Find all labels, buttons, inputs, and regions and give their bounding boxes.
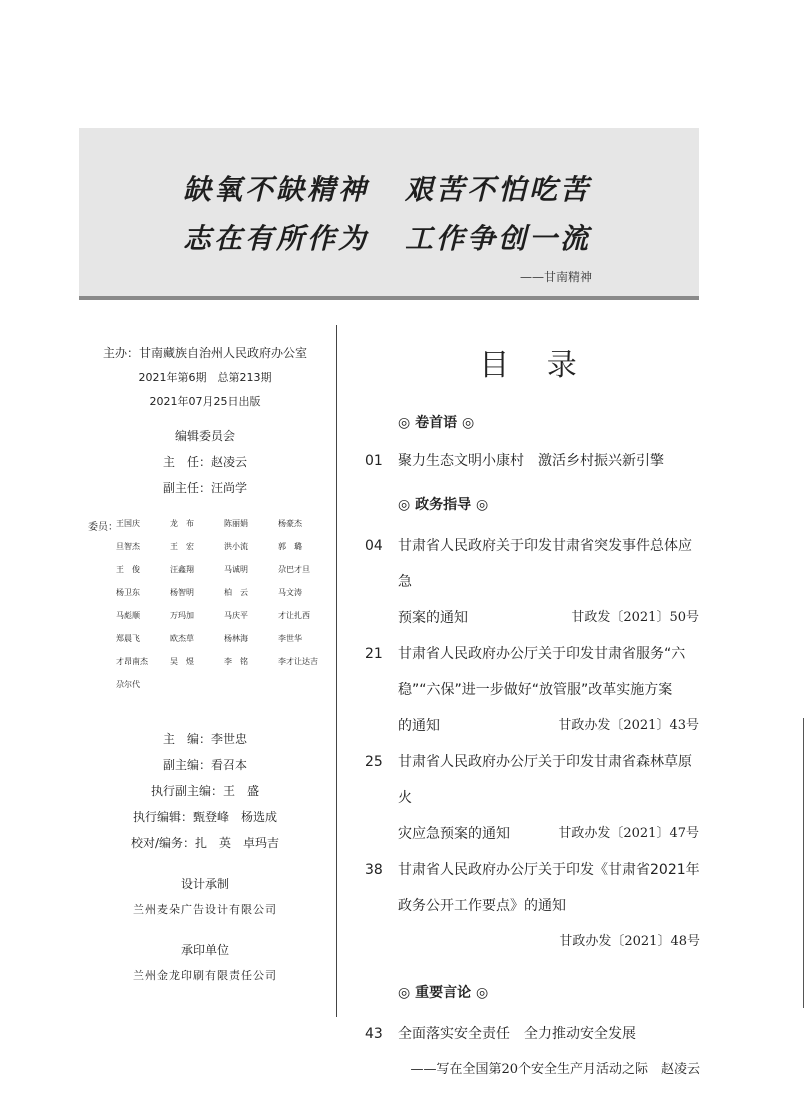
chief-name: 李世忠	[211, 732, 248, 746]
slogan-signature: ——甘南精神	[519, 270, 592, 284]
design-company: 兰州麦朵广告设计有限公司	[133, 903, 277, 916]
committee-member: 李 铭	[224, 657, 248, 666]
committee-member: 王国庆	[116, 519, 140, 528]
doc-number: 甘政办发〔2021〕48号	[559, 934, 700, 949]
exec-vice-label: 执行副主编：	[150, 784, 223, 798]
entry-page: 04	[365, 538, 383, 554]
committee-member: 欧杰草	[170, 634, 194, 643]
entry-title-line: 稳”“六保”进一步做好“放管服”改革实施方案	[398, 682, 673, 698]
committee-member: 杨智明	[170, 588, 194, 597]
toc-entry[interactable]	[360, 528, 700, 636]
entry-title: 聚力生态文明小康村 激活乡村振兴新引擎	[398, 453, 664, 469]
committee-member: 才昂南杰	[116, 657, 148, 666]
slogan-line-1	[183, 168, 591, 208]
members-grid	[116, 518, 330, 690]
committee-member: 汪鑫翔	[170, 565, 194, 574]
entry-title	[398, 852, 700, 960]
committee-member: 柏 云	[224, 588, 248, 597]
exec-vice-row	[80, 782, 330, 799]
print-company: 兰州金龙印刷有限责任公司	[133, 969, 277, 982]
exec-editor-label: 执行编辑：	[132, 810, 193, 824]
masthead-column	[80, 344, 330, 983]
doc-number: 甘政办发〔2021〕47号	[558, 826, 699, 841]
committee-member: 陈丽娟	[224, 519, 248, 528]
vice-chief-name: 看召本	[211, 758, 248, 772]
slogan-phrase: 艰苦不怕吃苦	[405, 173, 592, 206]
table-of-contents	[360, 340, 700, 1088]
toc-title: 目 录	[479, 348, 591, 383]
proof-name: 扎 英 卓玛吉	[195, 836, 280, 850]
committee-member: 马诚明	[224, 565, 248, 574]
toc-entry[interactable]	[360, 1016, 700, 1088]
committee-member: 马文涛	[278, 588, 302, 597]
committee-member: 李世华	[278, 634, 302, 643]
entry-title-line: 甘肃省人民政府关于印发甘肃省突发事件总体应急	[398, 538, 692, 590]
committee-member: 洪小流	[224, 542, 248, 551]
committee-member: 郭 璐	[278, 542, 302, 551]
committee-member: 王 宏	[170, 542, 194, 551]
entry-title-line: 甘肃省人民政府办公厅关于印发甘肃省服务“六	[398, 646, 686, 662]
toc-entry[interactable]	[360, 636, 700, 744]
entry-page: 25	[365, 754, 383, 770]
committee-member: 才让扎西	[278, 611, 310, 620]
entry-title-line: 预案的通知 甘政发〔2021〕50号	[398, 600, 700, 636]
exec-vice-name: 王 盛	[223, 784, 260, 798]
committee-member: 杨林海	[224, 634, 248, 643]
print-title: 承印单位	[180, 943, 229, 957]
entry-title	[398, 636, 700, 744]
committee-member: 郑晨飞	[116, 634, 140, 643]
entry-page: 01	[365, 453, 383, 469]
committee-member: 杨卫东	[116, 588, 140, 597]
exec-editor-row	[80, 808, 330, 825]
deputy-row	[80, 479, 330, 496]
doc-number: 甘政发〔2021〕50号	[571, 610, 699, 625]
chief-label: 主 编：	[162, 732, 211, 746]
entry-title	[398, 744, 700, 852]
sponsor: 主办：甘南藏族自治州人民政府办公室	[102, 346, 307, 360]
section-heading: ◎ 政务指导 ◎	[398, 497, 489, 513]
entry-title	[398, 528, 700, 636]
entry-title-line: 政务公开工作要点》的通知	[398, 898, 566, 914]
committee-member: 万玛加	[170, 611, 194, 620]
deputy-name: 汪尚学	[211, 481, 248, 495]
slogan-banner	[79, 128, 699, 300]
committee-member: 马庆平	[224, 611, 248, 620]
entry-page: 38	[365, 862, 383, 878]
exec-editor-name: 甄登峰 杨选成	[193, 810, 278, 824]
entry-page: 43	[365, 1026, 383, 1042]
entry-title-line: 甘肃省人民政府办公厅关于印发甘肃省森林草原火	[398, 754, 692, 806]
committee-member: 尕尔代	[116, 680, 140, 689]
proof-row	[80, 834, 330, 851]
section-heading: ◎ 卷首语 ◎	[398, 415, 475, 431]
slogan-phrase: 缺氧不缺精神	[183, 173, 370, 206]
deputy-label: 副主任：	[162, 481, 211, 495]
entry-title	[398, 1016, 700, 1088]
entry-title-line: 甘肃省人民政府办公厅关于印发《甘肃省2021年	[398, 862, 700, 878]
director-row	[80, 453, 330, 470]
entry-page: 21	[365, 646, 383, 662]
entry-title-line: 的通知 甘政办发〔2021〕43号	[398, 708, 700, 744]
toc-entry[interactable]	[360, 450, 700, 472]
members-label: 委员：	[88, 522, 118, 533]
doc-number: 甘政办发〔2021〕43号	[558, 718, 699, 733]
committee-title: 编辑委员会	[174, 429, 235, 443]
toc-entry[interactable]	[360, 852, 700, 960]
section-heading: ◎ 重要言论 ◎	[398, 985, 489, 1001]
director-name: 赵凌云	[211, 455, 248, 469]
committee-member: 马彪顺	[116, 611, 140, 620]
column-divider	[336, 325, 337, 1017]
entry-title-line: 灾应急预案的通知 甘政办发〔2021〕47号	[398, 816, 700, 852]
vice-chief-row	[80, 756, 330, 773]
vice-chief-label: 副主编：	[162, 758, 211, 772]
committee-member: 龙 布	[170, 519, 194, 528]
chief-row	[80, 730, 330, 747]
committee-member: 旦智杰	[116, 542, 140, 551]
entry-subtitle: ——写在全国第20个安全生产月活动之际 赵凌云	[410, 1062, 700, 1077]
toc-entry[interactable]	[360, 744, 700, 852]
committee-member: 王 俊	[116, 565, 140, 574]
committee-member: 杨豪杰	[278, 519, 302, 528]
editorial-staff	[80, 730, 330, 851]
committee-member: 李才让达吉	[278, 657, 318, 666]
committee-member: 吴 煜	[170, 657, 194, 666]
slogan-phrase: 志在有所作为	[183, 222, 370, 255]
design-title: 设计承制	[180, 877, 229, 891]
committee-members	[80, 518, 330, 690]
director-label: 主 任：	[162, 455, 211, 469]
issue-number: 2021年第6期 总第213期	[138, 371, 272, 384]
proof-label: 校对/编务：	[130, 836, 196, 850]
slogan-phrase: 工作争创一流	[405, 222, 592, 255]
slogan-line-2	[183, 217, 591, 257]
committee-member: 尕巴才旦	[278, 565, 310, 574]
entry-title-line: 全面落实安全责任 全力推动安全发展	[398, 1026, 636, 1042]
page-edge-line	[803, 718, 804, 1008]
publish-date: 2021年07月25日出版	[149, 395, 261, 408]
